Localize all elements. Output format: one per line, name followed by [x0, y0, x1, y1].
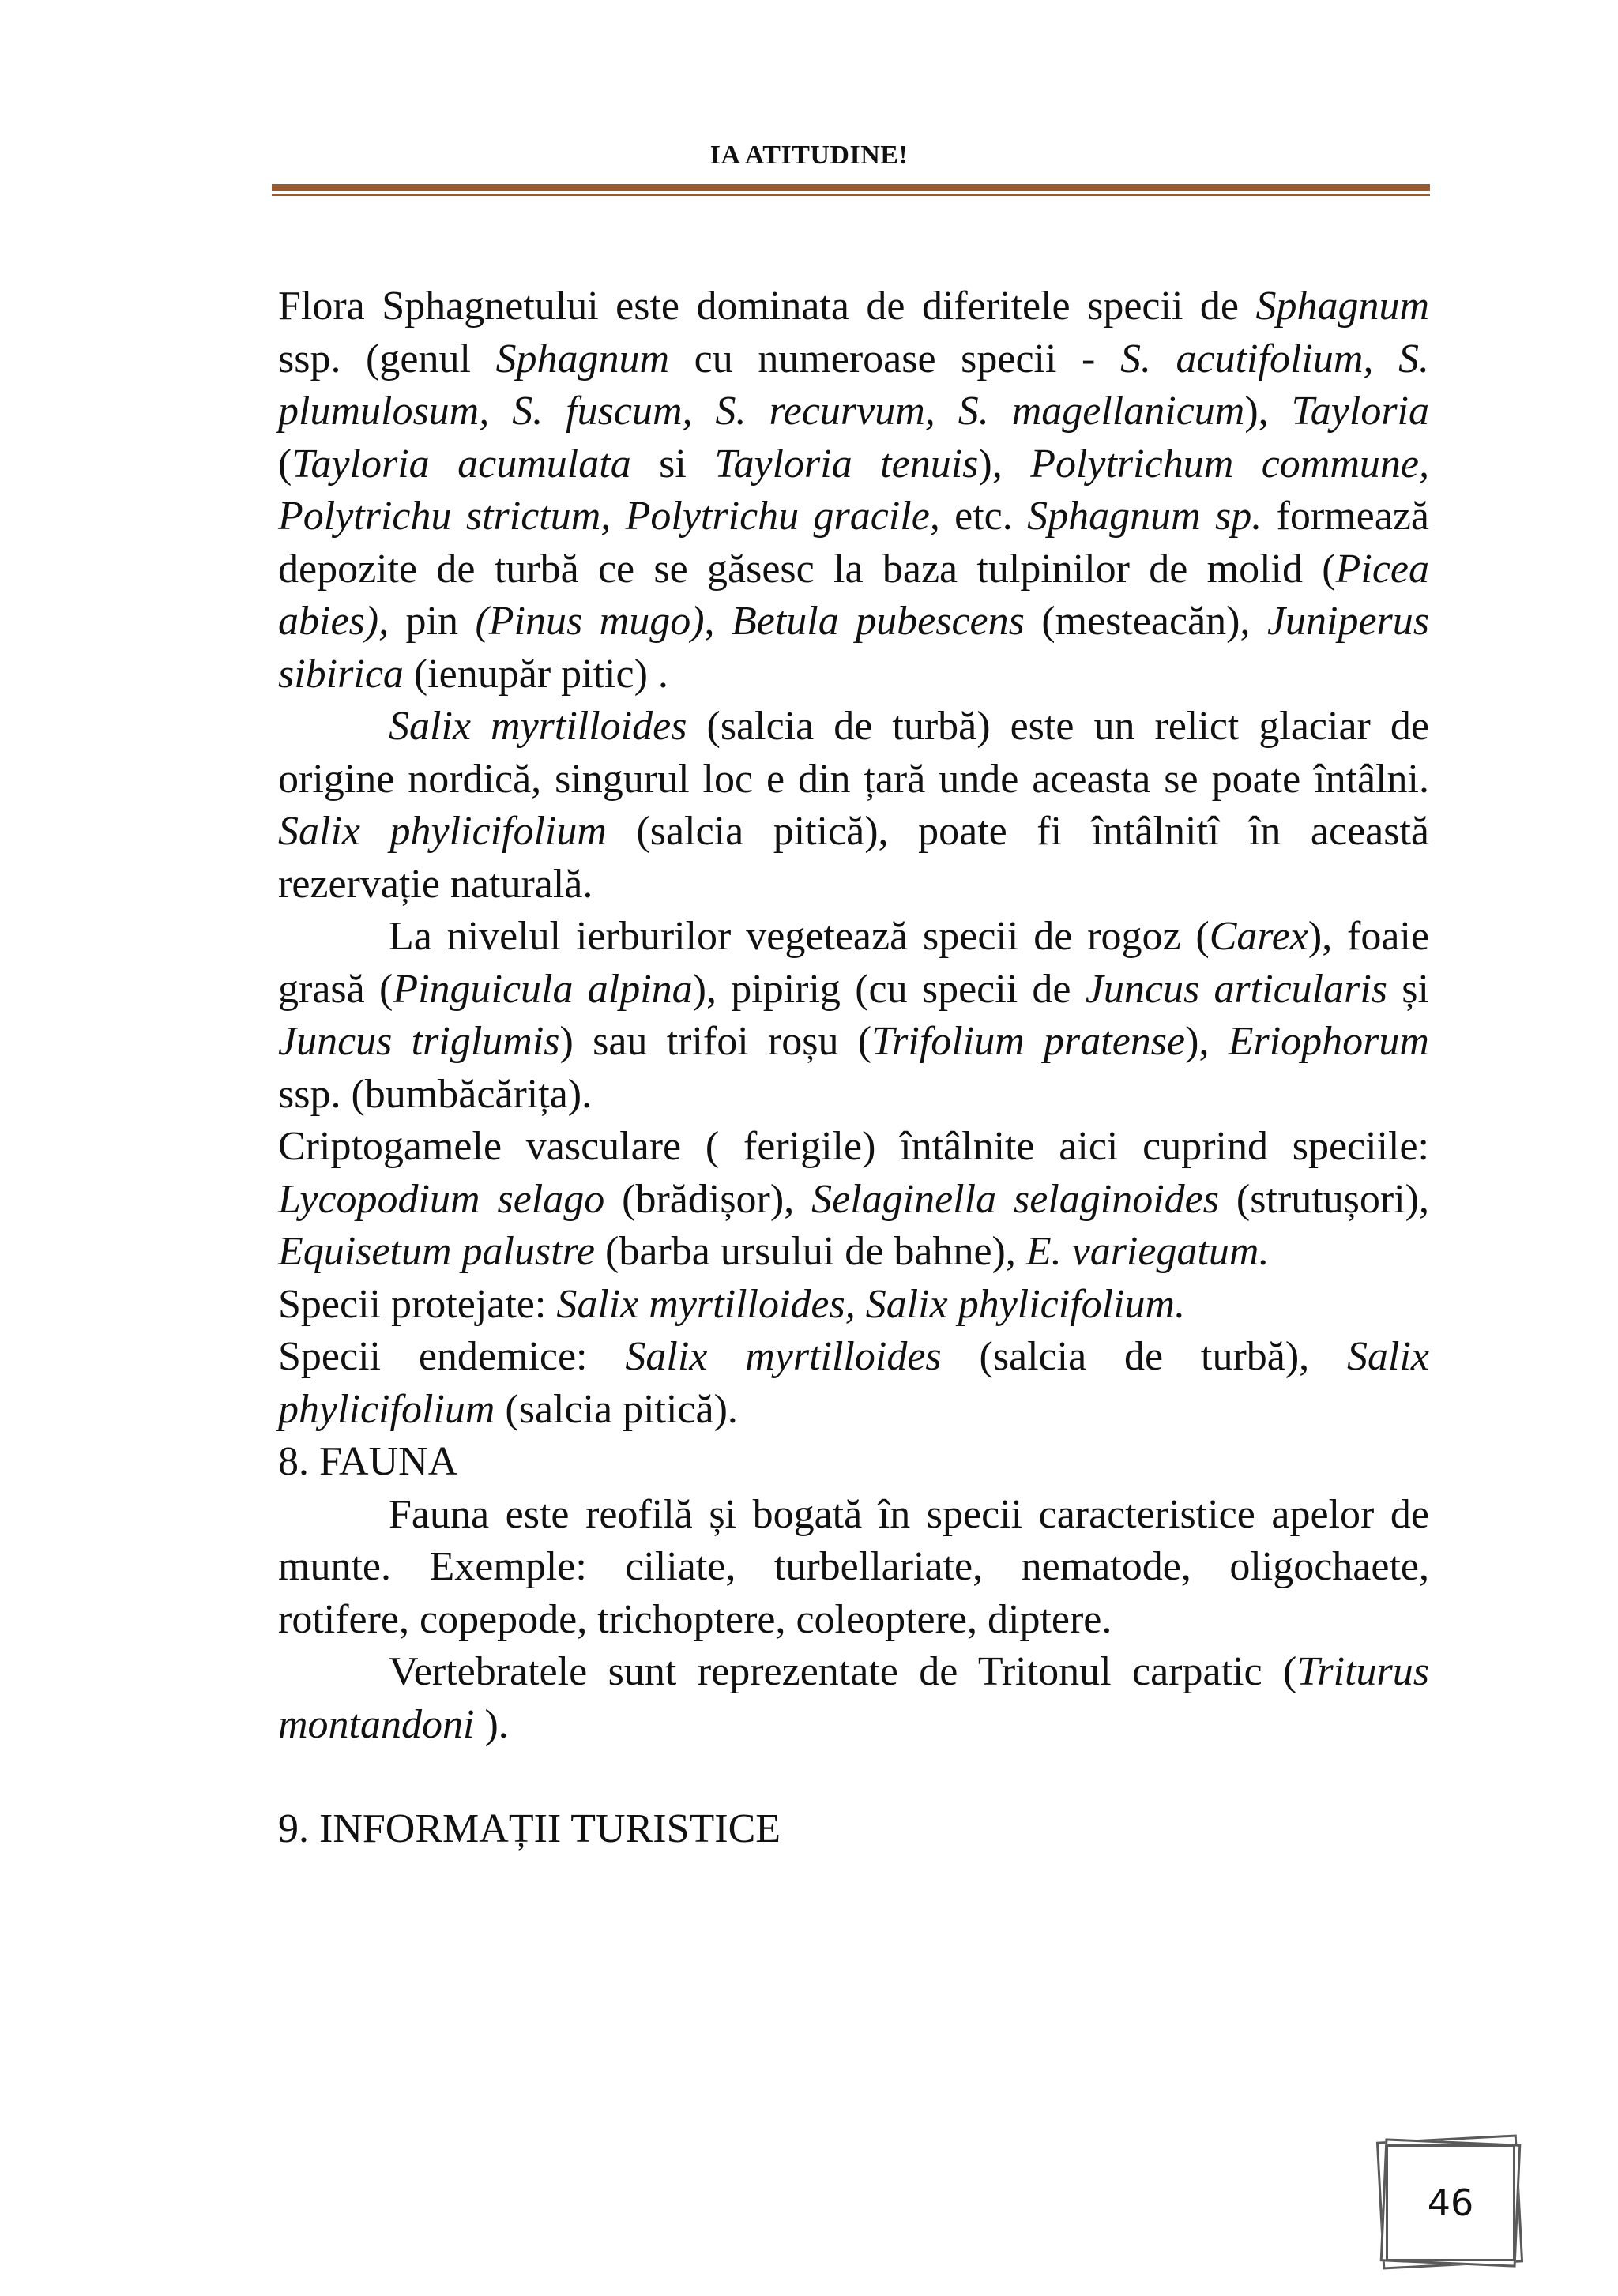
- text-run: (mesteacăn),: [1024, 599, 1267, 644]
- italic-text-run: Tayloria: [1291, 389, 1429, 434]
- italic-text-run: Trifolium pratense: [871, 1019, 1186, 1064]
- italic-text-run: Salix myrtilloides: [389, 704, 687, 749]
- italic-text-run: E. variegatum.: [1025, 1229, 1270, 1274]
- text-run: și: [1387, 966, 1429, 1012]
- text-run: ssp. (genul: [278, 336, 496, 381]
- text-run: (salcia pitică), poate fi întâlnitî în această rezervație naturală.: [278, 809, 1430, 907]
- text-run: si: [630, 441, 715, 487]
- paragraph-flora-sphagnetului: [278, 280, 1429, 701]
- page-number: 46: [1427, 2181, 1474, 2224]
- text-run: Flora Sphagnetului este dominata de diferitele specii de: [278, 284, 1256, 329]
- text-run: ).: [474, 1701, 509, 1747]
- italic-text-run: Juncus triglumis: [278, 1019, 560, 1064]
- text-run: ),: [1185, 1019, 1229, 1064]
- italic-text-run: S. acutifolium, S. plumulosum, S. fuscum, S. recurvum, S. magellanicum: [278, 336, 1429, 434]
- text-run: ) sau trifoi roșu (: [559, 1019, 872, 1064]
- text-run: ssp. (bumbăcărița).: [278, 1071, 593, 1117]
- paragraph-vertebrate: [278, 1646, 1429, 1751]
- italic-text-run: Salix myrtilloides, Salix phylicifolium.: [556, 1281, 1186, 1327]
- italic-text-run: Salix phylicifolium: [278, 1334, 1429, 1432]
- paragraph-specii-protejate: [278, 1279, 1429, 1332]
- paragraph-ierburi: [278, 911, 1429, 1121]
- italic-text-run: Juniperus sibirica: [278, 599, 1430, 697]
- text-run: pin: [389, 599, 476, 644]
- text-run: ), foaie grasă (: [278, 914, 1429, 1012]
- italic-text-run: Equisetum palustre: [278, 1229, 596, 1274]
- text-run: La nivelul ierburilor vegetează specii de rogoz (: [389, 914, 1210, 959]
- italic-text-run: (Pinus mugo): [475, 599, 705, 644]
- text-run: 8. FAUNA: [278, 1439, 458, 1484]
- header-rule: [272, 184, 1430, 196]
- text-run: Fauna este reofilă și bogată în specii caracteristice apelor de munte. Exemple: ciliate, turbellariate, nematode, oligochaete, rotifere, copepode, trichoptere, coleoptere, diptere.: [278, 1491, 1429, 1642]
- paragraph-specii-endemice: [278, 1331, 1429, 1436]
- text-run: (ienupăr pitic) .: [403, 651, 668, 697]
- italic-text-run: Picea abies),: [278, 546, 1429, 644]
- italic-text-run: Betula pubescens: [731, 599, 1025, 644]
- italic-text-run: Carex: [1209, 914, 1308, 959]
- text-run: (: [278, 441, 292, 487]
- paragraph-salix-myrtilloides: [278, 701, 1429, 911]
- paragraph-fauna: [278, 1489, 1429, 1647]
- italic-text-run: Juncus articularis: [1085, 966, 1388, 1012]
- italic-text-run: Polytrichum commune, Polytrichu strictum, Polytrichu gracile,: [278, 441, 1429, 539]
- text-run: ), pipirig (cu specii de: [692, 966, 1086, 1012]
- paragraph-criptogame: [278, 1121, 1429, 1279]
- text-run: (salcia de turbă) este un relict glaciar de origine nordică, singurul loc e din țară unde aceasta se poate întâlni.: [278, 704, 1429, 802]
- text-run: (barba ursului de bahne),: [595, 1229, 1026, 1274]
- text-run: Specii protejate:: [278, 1281, 557, 1327]
- italic-text-run: Tayloria acumulata: [292, 441, 631, 487]
- italic-text-run: Sphagnum: [495, 336, 670, 381]
- italic-text-run: Salix phylicifolium: [278, 809, 607, 854]
- text-run: ),: [1244, 389, 1292, 434]
- page-body: [278, 280, 1429, 1856]
- text-run: (salcia de turbă),: [941, 1334, 1348, 1379]
- section-heading-informatii-turistice: [278, 1803, 1429, 1856]
- italic-text-run: Eriophorum: [1228, 1019, 1429, 1064]
- text-run: Vertebratele sunt reprezentate de Tritonul carpatic (: [389, 1649, 1297, 1694]
- italic-text-run: Tayloria tenuis: [714, 441, 979, 487]
- text-run: 9. INFORMAȚII TURISTICE: [278, 1806, 781, 1851]
- italic-text-run: Pinguicula alpina: [393, 966, 693, 1012]
- text-run: cu numeroase specii -: [669, 336, 1120, 381]
- italic-text-run: Sphagnum sp.: [1027, 494, 1262, 539]
- text-run: (salcia pitică).: [495, 1386, 738, 1432]
- italic-text-run: Sphagnum: [1255, 284, 1429, 329]
- section-heading-fauna: [278, 1436, 1429, 1489]
- text-run: formează depozite de turbă ce se găsesc la baza tulpinilor de molid (: [278, 494, 1429, 592]
- italic-text-run: Lycopodium selago: [278, 1176, 605, 1222]
- text-run: Specii endemice:: [278, 1334, 626, 1379]
- text-run: ),: [978, 441, 1031, 487]
- text-run: Criptogamele vasculare ( ferigile) întâlnite aici cuprind speciile:: [278, 1124, 1429, 1169]
- running-header: IA ATITUDINE!: [709, 141, 909, 170]
- text-run: ,: [704, 599, 732, 644]
- text-run: (brădișor),: [604, 1176, 812, 1222]
- italic-text-run: Salix myrtilloides: [625, 1334, 942, 1379]
- italic-text-run: Selaginella selaginoides: [811, 1176, 1219, 1222]
- page-number-badge: [1376, 2136, 1521, 2266]
- italic-text-run: Triturus montandoni: [278, 1649, 1429, 1747]
- text-run: etc.: [939, 494, 1028, 539]
- text-run: (strutușori),: [1218, 1176, 1429, 1222]
